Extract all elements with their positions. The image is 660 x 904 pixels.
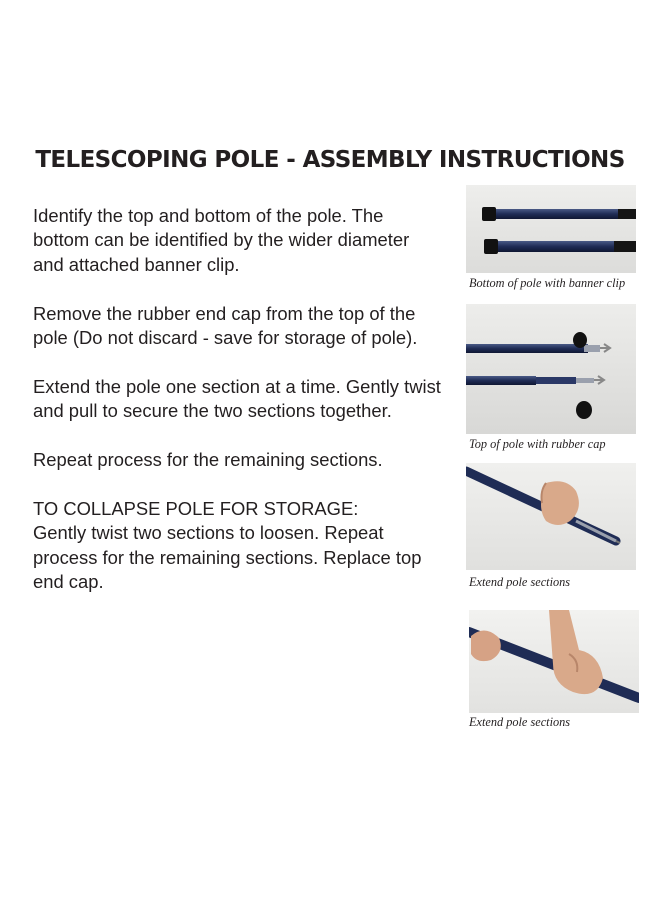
collapse-text: Gently twist two sections to loosen. Repeat process for the remaining sections. Replace top end cap. [33, 522, 422, 593]
instructions-text [33, 204, 443, 619]
caption-pole-bottom: Bottom of pole with banner clip [469, 276, 626, 290]
step-identify: Identify the top and bottom of the pole. The bottom can be identified by the wider diameter and attached banner clip. [33, 205, 410, 275]
step-repeat: Repeat process for the remaining sections. [33, 449, 383, 471]
photo-extend-2 [469, 610, 639, 713]
caption-extend-2: Extend pole sections [469, 715, 571, 729]
caption-extend-1: Extend pole sections [469, 575, 571, 589]
photo-extend-1 [466, 463, 636, 570]
photo-pole-top [466, 304, 636, 434]
photo-pole-bottom [466, 185, 636, 273]
caption-pole-top: Top of pole with rubber cap [469, 437, 606, 451]
step-remove-cap: Remove the rubber end cap from the top of the pole (Do not discard - save for storage of pole). [33, 302, 418, 349]
step-extend: Extend the pole one section at a time. Gently twist and pull to secure the two sections together. [33, 375, 441, 422]
collapse-heading: TO COLLAPSE POLE FOR STORAGE: [33, 497, 359, 519]
page-title: TELESCOPING POLE - ASSEMBLY INSTRUCTIONS [35, 147, 625, 173]
